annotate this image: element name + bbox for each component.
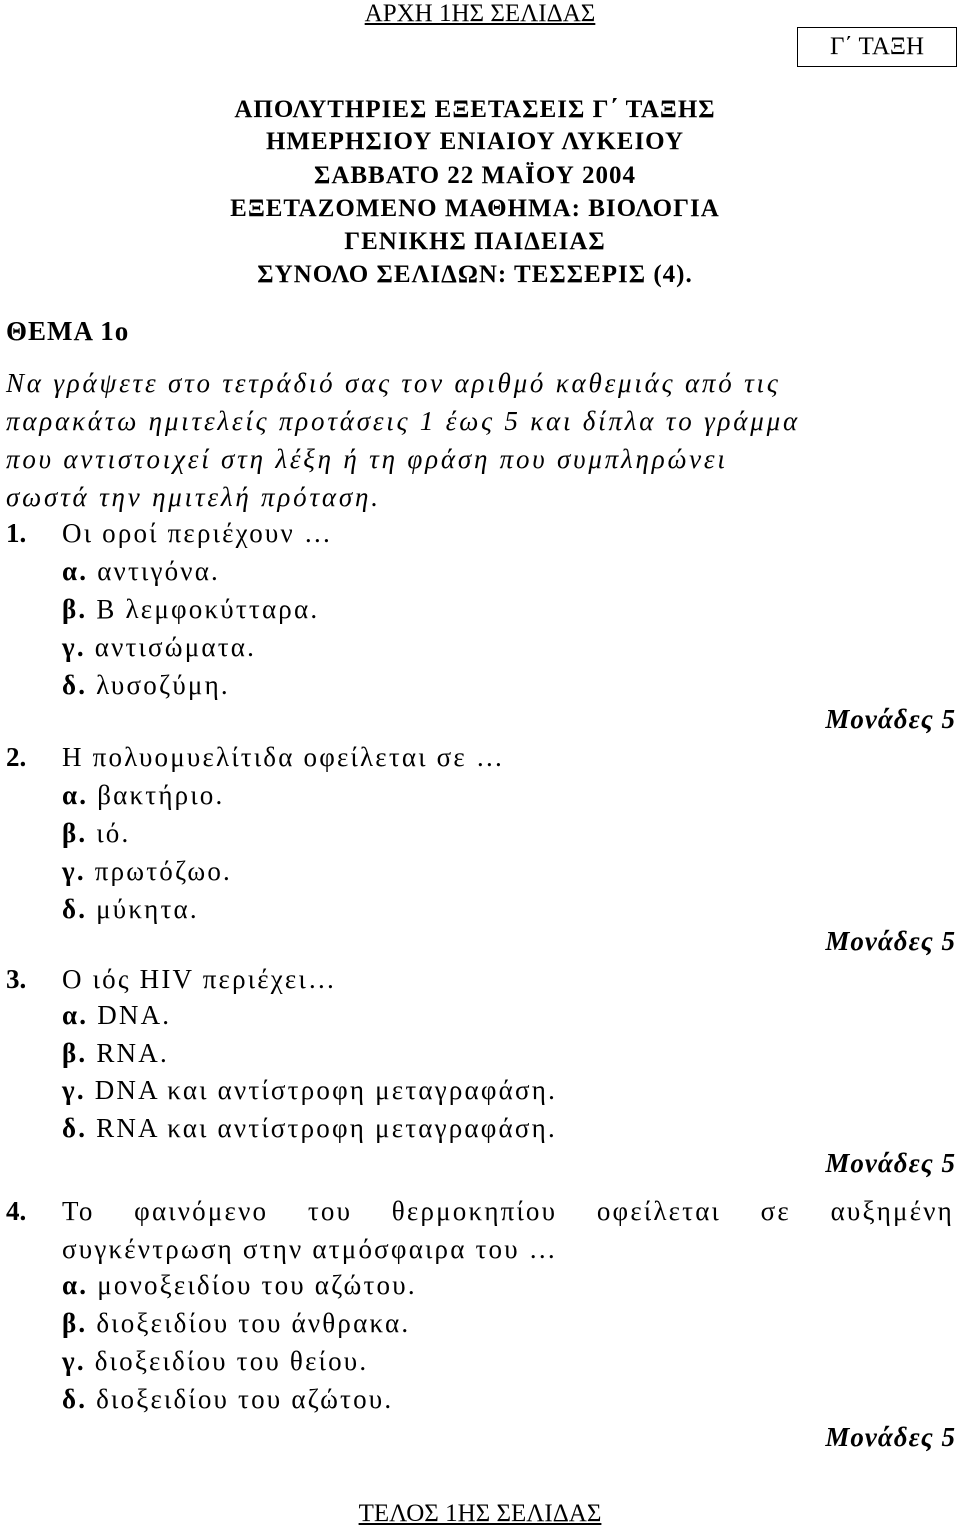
question-4-number: 4. [6,1196,27,1226]
question-3-option-a [62,1000,171,1031]
option-letter: α. [62,780,89,810]
option-letter: β. [62,1308,88,1338]
instruction-line-3: που αντιστοιχεί στη λέξη ή τη φράση που συμπληρώνει [6,444,728,474]
question-1-marks: Μονάδες 5 [825,704,956,734]
option-letter: α. [62,1270,89,1300]
grade-box: Γ΄ ΤΑΞΗ [797,27,957,67]
question-1-option-d [62,670,230,701]
question-3-marks: Μονάδες 5 [825,1148,956,1178]
option-text: διοξειδίου του άνθρακα. [96,1308,411,1338]
option-text: DNA. [97,1000,172,1030]
option-text: πρωτόζωο. [94,856,232,886]
instruction-line-4: σωστά την ημιτελή πρόταση. [6,482,381,512]
question-2-marks: Μονάδες 5 [825,926,956,956]
question-4-marks: Μονάδες 5 [825,1422,956,1452]
question-2-text: Η πολυομυελίτιδα οφείλεται σε … [62,742,506,772]
option-letter: β. [62,1038,88,1068]
option-text: ιό. [96,818,131,848]
question-3-number: 3. [6,964,27,994]
option-letter: γ. [62,1346,86,1376]
title-line-5: ΓΕΝΙΚΗΣ ΠΑΙΔΕΙΑΣ [344,228,606,255]
option-letter: γ. [62,632,86,662]
question-4-option-a [62,1270,417,1301]
title-line-4: ΕΞΕΤΑΖΟΜΕΝΟ ΜΑΘΗΜΑ: ΒΙΟΛΟΓΙΑ [230,195,720,222]
option-letter: β. [62,594,88,624]
instruction-line-1: Να γράψετε στο τετράδιό σας τον αριθμό καθεμιάς από τις [6,368,781,398]
option-text: RNA και αντίστροφη μεταγραφάση. [96,1113,557,1143]
question-4-option-b [62,1308,410,1339]
question-3-text: Ο ιός HIV περιέχει… [62,964,338,994]
option-text: Β λεμφοκύτταρα. [96,594,320,624]
question-1-number: 1. [6,518,27,548]
question-4-option-c [62,1346,368,1377]
question-1-option-a [62,556,220,587]
question-1-option-b [62,594,319,625]
option-text: RNA. [96,1038,169,1068]
option-text: αντισώματα. [94,632,257,662]
option-letter: δ. [62,670,88,700]
option-text: DNA και αντίστροφη μεταγραφάση. [94,1075,558,1105]
theme-heading: ΘΕΜΑ 1ο [6,316,130,346]
question-2-option-c [62,856,232,887]
option-letter: δ. [62,1384,88,1414]
title-line-2: ΗΜΕΡΗΣΙΟΥ ΕΝΙΑΙΟΥ ΛΥΚΕΙΟΥ [265,128,685,155]
option-letter: δ. [62,1113,88,1143]
instruction-line-2: παρακάτω ημιτελείς προτάσεις 1 έως 5 και δίπλα το γράμμα [6,406,800,436]
option-text: μύκητα. [96,894,199,924]
option-text: λυσοζύμη. [96,670,230,700]
title-line-3: ΣΑΒΒΑΤΟ 22 ΜΑΪΟΥ 2004 [313,162,637,189]
question-4-option-d [62,1384,393,1415]
question-3-option-c [62,1075,557,1106]
page-end-footer: ΤΕΛΟΣ 1ΗΣ ΣΕΛΙΔΑΣ [358,1500,602,1527]
option-letter: γ. [62,856,86,886]
option-text: διοξειδίου του θείου. [94,1346,369,1376]
question-4-text: Το φαινόμενο του θερμοκηπίου οφείλεται σε αυξημένη [62,1196,954,1226]
option-text: αντιγόνα. [97,556,220,586]
option-text: βακτήριο. [97,780,225,810]
question-2-option-b [62,818,130,849]
question-2-option-a [62,780,224,811]
question-1-option-c [62,632,256,663]
option-text: μονοξειδίου του αζώτου. [97,1270,417,1300]
option-letter: α. [62,556,89,586]
option-letter: α. [62,1000,89,1030]
option-letter: β. [62,818,88,848]
question-4-text-continued: συγκέντρωση στην ατμόσφαιρα του … [62,1234,558,1264]
question-2-option-d [62,894,199,925]
title-line-6: ΣΥΝΟΛΟ ΣΕΛΙΔΩΝ: ΤΕΣΣΕΡΙΣ (4). [257,261,693,288]
option-letter: δ. [62,894,88,924]
page-start-header: ΑΡΧΗ 1ΗΣ ΣΕΛΙΔΑΣ [364,0,596,27]
question-1-text: Οι οροί περιέχουν … [62,518,334,548]
option-text: διοξειδίου του αζώτου. [96,1384,394,1414]
title-line-1: ΑΠΟΛΥΤΗΡΙΕΣ ΕΞΕΤΑΣΕΙΣ Γ΄ ΤΑΞΗΣ [234,96,716,123]
option-letter: γ. [62,1075,86,1105]
question-3-option-b [62,1038,169,1069]
question-2-number: 2. [6,742,27,772]
question-3-option-d [62,1113,557,1144]
